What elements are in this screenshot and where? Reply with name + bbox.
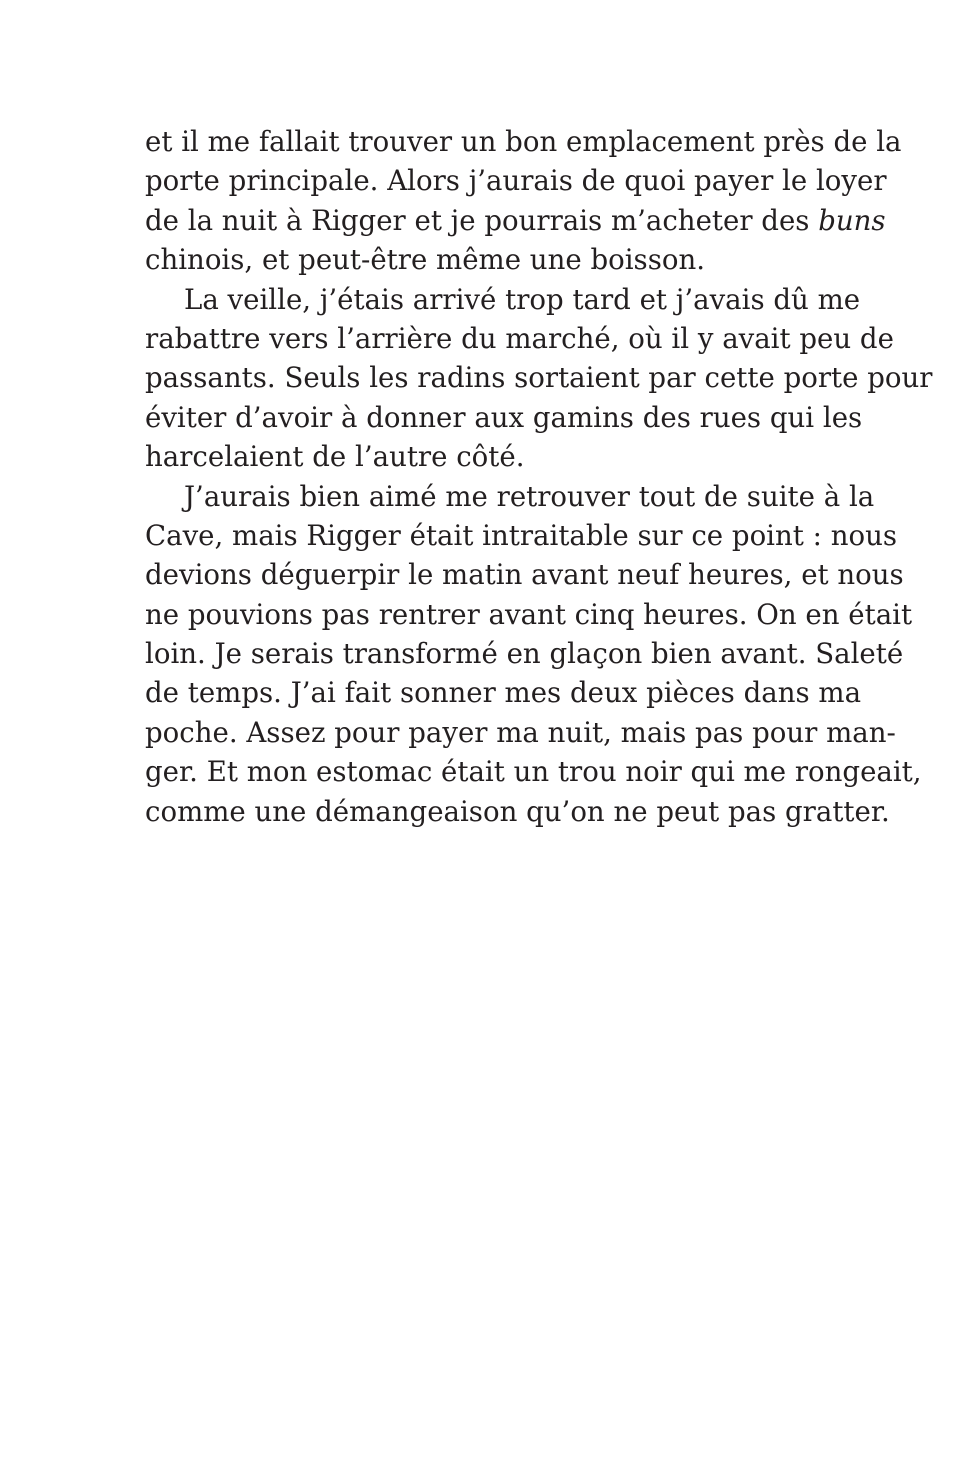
body-text (145, 122, 933, 831)
text-line: chinois, et peut-être même une boisson. (145, 243, 706, 277)
text-line-roman: de la nuit à Rigger et je pourrais m’acheter des (145, 203, 819, 237)
italic-word: buns (818, 203, 886, 237)
paragraph-3 (145, 477, 922, 832)
text-line: harcelaient de l’autre côté. (145, 440, 525, 474)
text-line: devions déguerpir le matin avant neuf heures, et nous (145, 558, 904, 592)
paragraph-1 (145, 122, 902, 280)
text-line: porte principale. Alors j’aurais de quoi payer le loyer (145, 164, 887, 198)
text-line: poche. Assez pour payer ma nuit, mais pas pour man- (145, 715, 896, 749)
paragraph-2 (145, 280, 933, 477)
text-line: J’aurais bien aimé me retrouver tout de suite à la (184, 479, 875, 513)
text-line: ne pouvions pas rentrer avant cinq heures. On en était (145, 597, 913, 631)
text-line: de temps. J’ai fait sonner mes deux pièces dans ma (145, 676, 862, 710)
text-line: ger. Et mon estomac était un trou noir qui me rongeait, (145, 755, 922, 789)
text-line: La veille, j’étais arrivé trop tard et j’avais dû me (184, 282, 861, 316)
text-line: et il me fallait trouver un bon emplacement près de la (145, 125, 902, 158)
text-line: éviter d’avoir à donner aux gamins des rues qui les (145, 400, 863, 434)
text-line: rabattre vers l’arrière du marché, où il y avait peu de (145, 321, 894, 355)
text-line (145, 201, 886, 240)
text-line: loin. Je serais transformé en glaçon bien avant. Saleté (145, 637, 904, 671)
text-line: passants. Seuls les radins sortaient par cette porte pour (145, 361, 933, 395)
text-line: comme une démangeaison qu’on ne peut pas gratter. (145, 794, 890, 828)
text-line: Cave, mais Rigger était intraitable sur ce point : nous (145, 518, 898, 552)
